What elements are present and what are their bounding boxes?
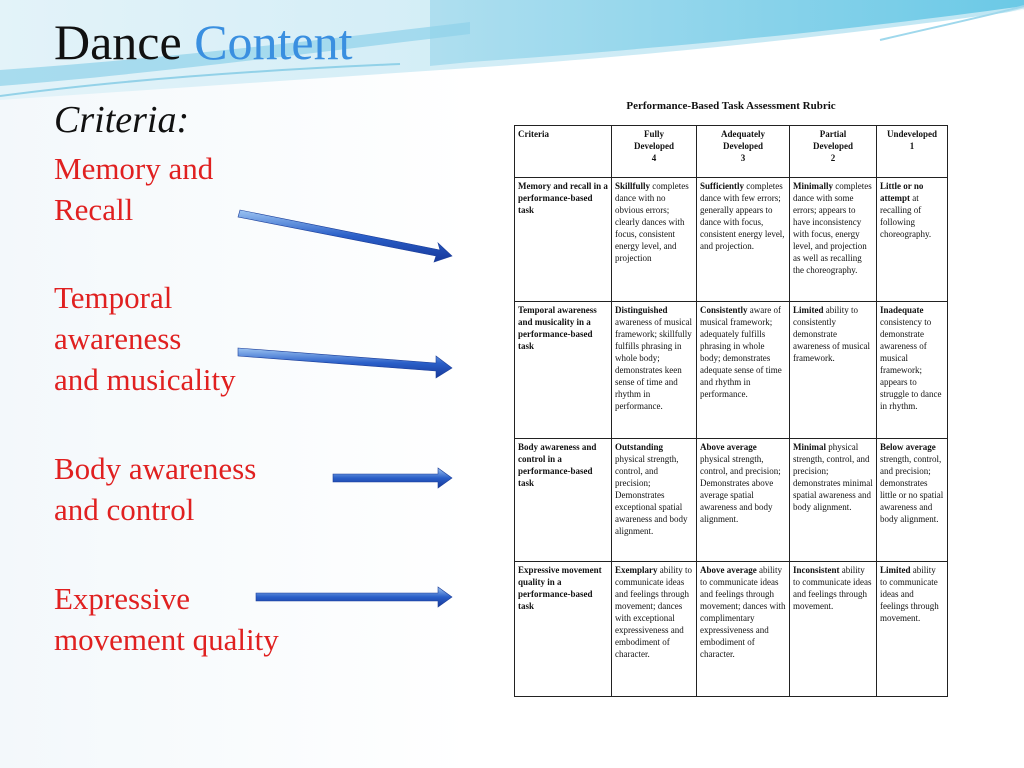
header-criteria: Criteria xyxy=(515,126,612,178)
header-partial-developed: Partial Developed 2 xyxy=(790,126,877,178)
row-criterion: Memory and recall in a performance-based task xyxy=(515,178,612,302)
table-row xyxy=(515,302,948,439)
table-row xyxy=(515,178,948,302)
criteria-heading: Criteria: xyxy=(54,99,190,141)
header-adequately-developed: Adequately Developed 3 xyxy=(697,126,790,178)
criterion-line: movement quality xyxy=(54,622,279,657)
row-criterion: Temporal awareness and musicality in a performance-based task xyxy=(515,302,612,439)
arrow-right-icon xyxy=(333,468,452,488)
rubric-table xyxy=(514,125,948,697)
rubric-cell: Exemplary ability to communicate ideas and feelings through movement; dances with exceptional expressiveness and embodiment of character. xyxy=(612,562,697,697)
criterion-line: awareness xyxy=(54,321,182,356)
rubric-cell: Above average ability to communicate ideas and feelings through movement; dances with complimentary expressiveness and embodiment of character. xyxy=(697,562,790,697)
criterion-line: and musicality xyxy=(54,362,236,397)
criterion-line: Memory and xyxy=(54,151,214,186)
arrow-right-icon xyxy=(238,348,452,378)
table-row xyxy=(515,562,948,697)
rubric-title: Performance-Based Task Assessment Rubric xyxy=(626,100,836,112)
header-undeveloped: Undeveloped 1 xyxy=(877,126,948,178)
rubric-cell: Minimally completes dance with some errors; appears to have inconsistency with focus, energy level, and projection as well as recalling the choreography. xyxy=(790,178,877,302)
row-criterion: Body awareness and control in a performance-based task xyxy=(515,439,612,562)
arrow-right-icon xyxy=(256,587,452,607)
rubric-cell: Consistently aware of musical framework; adequately fulfills phrasing in whole body; demonstrates adequate sense of time and rhythm in performance. xyxy=(697,302,790,439)
header-fully-developed: Fully Developed 4 xyxy=(612,126,697,178)
rubric-cell: Little or no attempt at recalling of following choreography. xyxy=(877,178,948,302)
arrow-right-icon xyxy=(238,210,452,262)
table-row xyxy=(515,439,948,562)
rubric-cell: Skillfully completes dance with no obvious errors; clearly dances with focus, consistent energy level, and projection xyxy=(612,178,697,302)
criterion-line: Body awareness xyxy=(54,451,257,486)
slide-title-main: Dance xyxy=(54,14,182,70)
rubric-cell: Above average physical strength, control, and precision; Demonstrates above average spatial awareness and body alignment. xyxy=(697,439,790,562)
slide-title-accent: Content xyxy=(194,14,353,70)
rubric-cell: Sufficiently completes dance with few errors; generally appears to dance with focus, consistent energy level, and projection. xyxy=(697,178,790,302)
criterion-line: Expressive xyxy=(54,581,191,616)
row-criterion: Expressive movement quality in a performance-based task xyxy=(515,562,612,697)
rubric-cell: Limited ability to consistently demonstrate awareness of musical framework. xyxy=(790,302,877,439)
rubric-cell: Limited ability to communicate ideas and feelings through movement. xyxy=(877,562,948,697)
criterion-line: and control xyxy=(54,492,195,527)
criterion-line: Temporal xyxy=(54,280,173,315)
rubric-cell: Below average strength, control, and precision; demonstrates little or no spatial awareness and body alignment. xyxy=(877,439,948,562)
rubric-cell: Distinguished awareness of musical framework; skillfully fulfills phrasing in whole body; demonstrates keen sense of time and rhythm in performance. xyxy=(612,302,697,439)
criterion-line: Recall xyxy=(54,192,134,227)
rubric-cell: Outstanding physical strength, control, and precision; Demonstrates exceptional spatial awareness and body alignment. xyxy=(612,439,697,562)
rubric-cell: Inconsistent ability to communicate ideas and feelings through movement. xyxy=(790,562,877,697)
rubric-header-row xyxy=(515,126,948,178)
rubric-cell: Inadequate consistency to demonstrate awareness of musical framework; appears to struggle to dance in rhythm. xyxy=(877,302,948,439)
rubric-cell: Minimal physical strength, control, and precision; demonstrates minimal spatial awareness and body alignment. xyxy=(790,439,877,562)
